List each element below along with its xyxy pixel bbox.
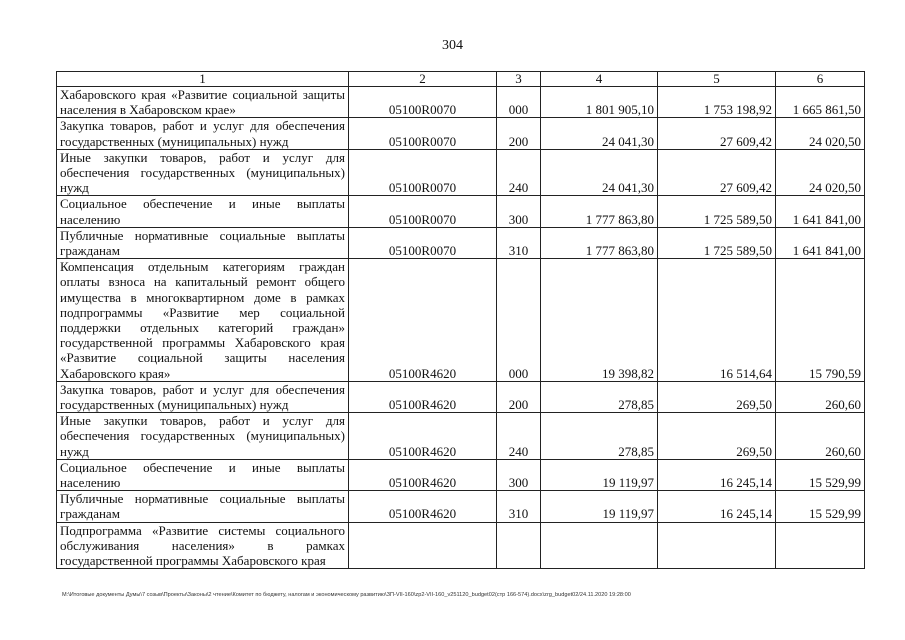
header-row [57, 72, 865, 87]
row-expense-type: 310 [497, 491, 541, 522]
table-row [57, 196, 865, 227]
row-expense-type: 000 [497, 259, 541, 382]
row-target-code: 05100R4620 [349, 459, 497, 490]
row-expense-type: 200 [497, 381, 541, 412]
header-col-3: 3 [497, 72, 541, 87]
footer-file-path: M:\Итоговые документы Думы\7 созыв\Проекты\Законы\2 чтение\Комитет по бюджету, налогам и экономическому развитию\ЗП-VII-160\zp2-VII-160_v251120_budget02(стр 166-574).docx\zrg_budget02/24.11.2020 19:28:00 [62, 592, 631, 598]
budget-table [56, 71, 865, 569]
table-row [57, 259, 865, 382]
row-value-col4: 1 777 863,80 [541, 196, 658, 227]
row-value-col5: 16 514,64 [658, 259, 776, 382]
table-row [57, 459, 865, 490]
row-expense-type: 240 [497, 149, 541, 196]
row-name: Компенсация отдельным категориям граждан оплаты взноса на капитальный ремонт общего имущества в многоквартирном доме в рамках подпрограммы «Развитие мер социальной поддержки отдельных категорий граждан» государственной программы Хабаровского края «Развитие социальной защиты населения Хабаровского края» [57, 259, 349, 382]
header-col-5: 5 [658, 72, 776, 87]
row-value-col6: 24 020,50 [776, 149, 865, 196]
row-name: Социальное обеспечение и иные выплаты населению [57, 459, 349, 490]
table-row [57, 413, 865, 460]
row-value-col4: 24 041,30 [541, 149, 658, 196]
row-value-col4: 278,85 [541, 381, 658, 412]
table-row [57, 381, 865, 412]
row-target-code: 05100R4620 [349, 259, 497, 382]
row-name: Социальное обеспечение и иные выплаты населению [57, 196, 349, 227]
row-value-col6: 260,60 [776, 381, 865, 412]
row-value-col5: 27 609,42 [658, 149, 776, 196]
row-value-col6: 15 790,59 [776, 259, 865, 382]
row-expense-type [497, 522, 541, 569]
table-row [57, 522, 865, 569]
header-col-4: 4 [541, 72, 658, 87]
table-row [57, 227, 865, 258]
row-value-col5: 1 725 589,50 [658, 227, 776, 258]
row-name: Публичные нормативные социальные выплаты гражданам [57, 227, 349, 258]
table-row [57, 149, 865, 196]
row-value-col4: 1 801 905,10 [541, 87, 658, 118]
header-col-2: 2 [349, 72, 497, 87]
row-value-col4: 19 119,97 [541, 459, 658, 490]
row-value-col6: 1 665 861,50 [776, 87, 865, 118]
row-value-col5 [658, 522, 776, 569]
row-value-col6: 260,60 [776, 413, 865, 460]
row-name: Иные закупки товаров, работ и услуг для обеспечения государственных (муниципальных) нужд [57, 413, 349, 460]
row-value-col6 [776, 522, 865, 569]
row-target-code: 05100R4620 [349, 491, 497, 522]
row-expense-type: 240 [497, 413, 541, 460]
row-target-code: 05100R0070 [349, 118, 497, 149]
table-row [57, 87, 865, 118]
header-col-6: 6 [776, 72, 865, 87]
table-row [57, 118, 865, 149]
row-target-code: 05100R4620 [349, 413, 497, 460]
row-value-col4: 19 398,82 [541, 259, 658, 382]
row-value-col5: 27 609,42 [658, 118, 776, 149]
row-value-col6: 15 529,99 [776, 459, 865, 490]
row-value-col5: 1 725 589,50 [658, 196, 776, 227]
row-value-col6: 1 641 841,00 [776, 196, 865, 227]
row-name: Подпрограмма «Развитие системы социального обслуживания населения» в рамках государственной программы Хабаровского края [57, 522, 349, 569]
row-value-col5: 16 245,14 [658, 459, 776, 490]
row-value-col4: 19 119,97 [541, 491, 658, 522]
row-target-code: 05100R0070 [349, 87, 497, 118]
row-value-col4 [541, 522, 658, 569]
row-value-col5: 1 753 198,92 [658, 87, 776, 118]
row-value-col6: 1 641 841,00 [776, 227, 865, 258]
row-target-code: 05100R0070 [349, 227, 497, 258]
row-target-code: 05100R0070 [349, 149, 497, 196]
row-expense-type: 310 [497, 227, 541, 258]
row-expense-type: 300 [497, 459, 541, 490]
row-name: Публичные нормативные социальные выплаты гражданам [57, 491, 349, 522]
row-value-col5: 269,50 [658, 381, 776, 412]
row-target-code: 05100R4620 [349, 381, 497, 412]
row-expense-type: 300 [497, 196, 541, 227]
header-col-1: 1 [57, 72, 349, 87]
row-value-col4: 24 041,30 [541, 118, 658, 149]
row-name: Закупка товаров, работ и услуг для обеспечения государственных (муниципальных) нужд [57, 118, 349, 149]
row-name: Закупка товаров, работ и услуг для обеспечения государственных (муниципальных) нужд [57, 381, 349, 412]
row-value-col6: 24 020,50 [776, 118, 865, 149]
row-target-code: 05100R0070 [349, 196, 497, 227]
row-expense-type: 000 [497, 87, 541, 118]
row-value-col4: 278,85 [541, 413, 658, 460]
row-name: Хабаровского края «Развитие социальной защиты населения в Хабаровском крае» [57, 87, 349, 118]
row-value-col6: 15 529,99 [776, 491, 865, 522]
table-row [57, 491, 865, 522]
page-number: 304 [442, 38, 463, 53]
row-name: Иные закупки товаров, работ и услуг для обеспечения государственных (муниципальных) нужд [57, 149, 349, 196]
row-value-col5: 269,50 [658, 413, 776, 460]
row-value-col5: 16 245,14 [658, 491, 776, 522]
row-target-code [349, 522, 497, 569]
row-value-col4: 1 777 863,80 [541, 227, 658, 258]
row-expense-type: 200 [497, 118, 541, 149]
